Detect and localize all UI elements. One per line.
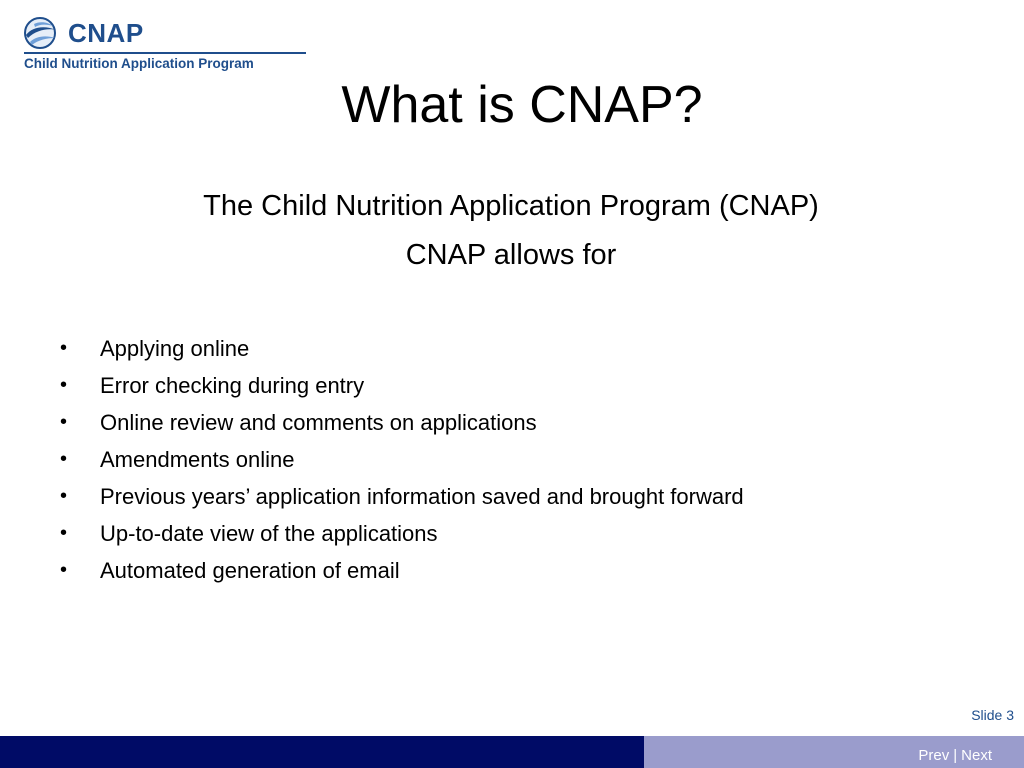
list-item-text: Amendments online [100,447,295,472]
bullet-icon: • [60,448,68,470]
list-item-text: Previous years’ application information saved and brought forward [100,484,744,509]
list-item-text: Up-to-date view of the applications [100,521,438,546]
list-item-text: Applying online [100,336,250,361]
list-item-text: Automated generation of email [100,558,400,583]
bullet-icon: • [60,485,68,507]
bullet-icon: • [60,374,68,396]
nav-separator: | [953,747,958,764]
bullet-icon: • [60,337,68,359]
cnap-logo [22,14,308,72]
list-item [58,441,744,478]
list-item-text: Online review and comments on applications [100,410,537,435]
logo-name: CNAP [68,18,144,48]
slide-title: What is CNAP? [341,76,703,134]
slide-navigation [918,746,992,766]
subtitle-allows-for: CNAP allows for [405,239,617,271]
subtitle-program-name: The Child Nutrition Application Program (CNAP) [203,190,819,222]
list-item-text: Error checking during entry [100,373,365,398]
bullet-icon: • [60,411,68,433]
prev-link[interactable]: Prev [918,747,950,764]
next-link[interactable]: Next [961,747,992,764]
list-item [58,552,744,589]
list-item [58,404,744,441]
globe-logo-icon [22,16,62,50]
bullet-icon: • [60,559,68,581]
feature-list [58,330,744,589]
bullet-icon: • [60,522,68,544]
slide-number: Slide 3 [971,707,1014,723]
list-item [58,367,744,404]
list-item [58,478,744,515]
logo-divider [24,52,306,54]
list-item [58,330,744,367]
footer-bar-dark [0,736,644,768]
list-item [58,515,744,552]
logo-full-name: Child Nutrition Application Program [24,56,254,71]
